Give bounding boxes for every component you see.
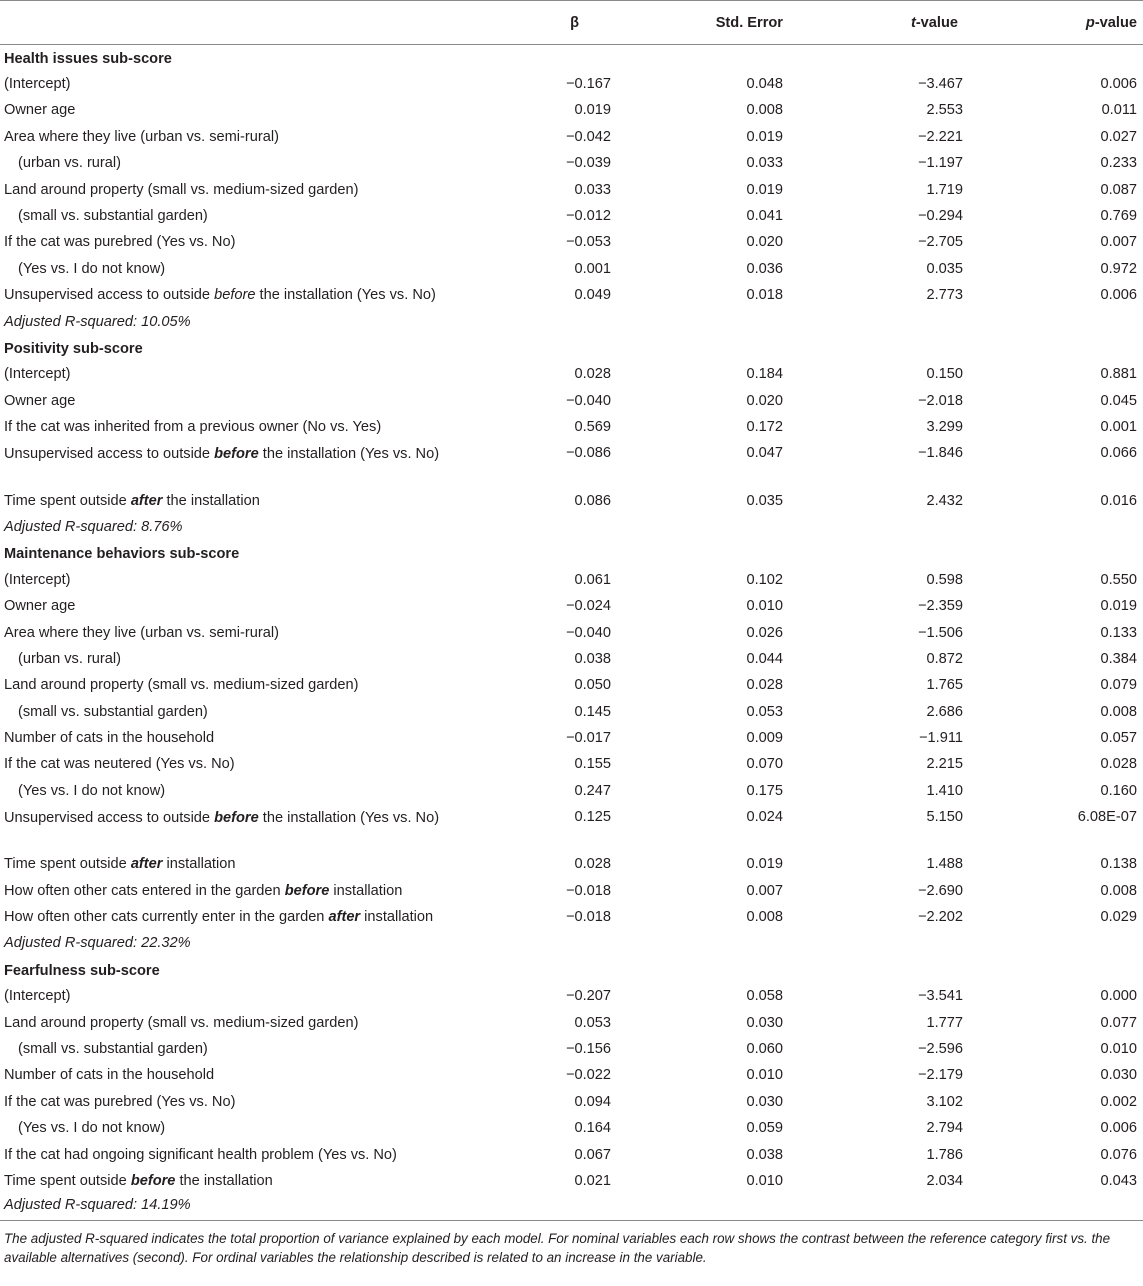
row-label-emphasis: before: [214, 287, 256, 304]
row-label-text: Unsupervised access to outside: [4, 446, 215, 463]
p-value: 0.008: [1100, 882, 1137, 899]
beta-value: 0.155: [574, 756, 611, 773]
row-label: (Intercept): [4, 571, 71, 588]
p-value: 0.016: [1100, 492, 1137, 509]
beta-value: −0.156: [565, 1040, 611, 1057]
std-error-value: 0.172: [746, 419, 783, 436]
table-row: [0, 1089, 1143, 1115]
row-label: [0, 851, 458, 877]
t-value: −1.846: [917, 445, 963, 462]
p-value: 0.006: [1100, 287, 1137, 304]
row-label-emphasis: before: [284, 882, 330, 899]
p-value: 0.019: [1100, 598, 1137, 615]
table-row: [0, 698, 1143, 724]
row-label-text: How often other cats currently enter in the garden: [4, 909, 329, 926]
beta-value: 0.050: [574, 677, 611, 694]
std-error-value: 0.036: [746, 260, 783, 277]
beta-value: −0.017: [565, 730, 611, 747]
p-value: 0.006: [1100, 76, 1137, 93]
table-row: [0, 97, 1143, 123]
std-error-value: 0.035: [746, 492, 783, 509]
table-row: [0, 150, 1143, 176]
table-row: [0, 361, 1143, 387]
p-value: 0.057: [1100, 730, 1137, 747]
table-row: [0, 124, 1143, 150]
t-value: 2.034: [926, 1172, 963, 1189]
table-row: [0, 778, 1143, 804]
row-label-text: the installation: [175, 1172, 273, 1189]
std-error-value: 0.010: [746, 1067, 783, 1084]
beta-value: 0.125: [574, 809, 611, 826]
p-value: 0.769: [1100, 208, 1137, 225]
section-title: Positivity sub-score: [4, 340, 143, 357]
p-value: 0.043: [1100, 1172, 1137, 1189]
p-value: 0.001: [1100, 419, 1137, 436]
beta-value: 0.094: [574, 1093, 611, 1110]
p-value: 0.006: [1100, 1120, 1137, 1137]
row-label: [0, 282, 458, 308]
std-error-value: 0.030: [746, 1093, 783, 1110]
row-label: If the cat had ongoing significant health problem (Yes vs. No): [4, 1146, 397, 1163]
row-label-text: the installation: [162, 492, 260, 509]
std-error-value: 0.028: [746, 677, 783, 694]
t-value: −1.911: [919, 730, 963, 747]
adjusted-r-squared: Adjusted R-squared: 10.05%: [4, 313, 191, 330]
table-row: [0, 1115, 1143, 1141]
t-value: 0.872: [926, 650, 963, 667]
std-error-value: 0.033: [746, 155, 783, 172]
t-value: 5.150: [926, 809, 963, 826]
beta-value: −0.018: [565, 882, 611, 899]
row-label-text: installation: [162, 856, 236, 873]
std-error-value: 0.024: [746, 809, 783, 826]
t-value: 1.719: [926, 181, 963, 198]
beta-value: −0.040: [565, 624, 611, 641]
p-value: 0.030: [1100, 1067, 1137, 1084]
table-row: [0, 725, 1143, 751]
p-value: 0.077: [1100, 1014, 1137, 1031]
header-beta: β: [458, 1, 613, 45]
header-p-italic: p: [1085, 14, 1095, 31]
std-error-value: 0.047: [746, 445, 783, 462]
p-value: 0.087: [1100, 181, 1137, 198]
beta-value: −0.018: [565, 909, 611, 926]
t-value: 1.410: [926, 782, 963, 799]
t-value: −1.197: [917, 155, 963, 172]
std-error-value: 0.020: [746, 234, 783, 251]
table-row: [0, 593, 1143, 619]
p-value: 0.011: [1101, 102, 1137, 119]
p-value: 0.027: [1100, 128, 1137, 145]
table-body: [0, 45, 1143, 1221]
row-label: Number of cats in the household: [4, 730, 215, 747]
t-value: 1.765: [926, 677, 963, 694]
table-row: [0, 1036, 1143, 1062]
p-value: 0.384: [1100, 650, 1137, 667]
row-label-text: Unsupervised access to outside: [4, 810, 215, 827]
row-label: If the cat was purebred (Yes vs. No): [4, 234, 236, 251]
adjusted-r-squared: Adjusted R-squared: 8.76%: [4, 518, 183, 535]
table-row: [0, 71, 1143, 97]
beta-value: 0.028: [574, 366, 611, 383]
t-value: 3.102: [926, 1093, 963, 1110]
p-value: 0.972: [1100, 260, 1137, 277]
table-row: [0, 646, 1143, 672]
row-label: (Yes vs. I do not know): [18, 1120, 166, 1137]
table-row: [0, 983, 1143, 1009]
std-error-value: 0.010: [746, 1172, 783, 1189]
p-value: 0.233: [1100, 155, 1137, 172]
row-label: [0, 804, 458, 851]
row-label-text: installation: [329, 882, 403, 899]
beta-value: 0.061: [574, 571, 611, 588]
std-error-value: 0.044: [746, 650, 783, 667]
section-title: Fearfulness sub-score: [4, 962, 160, 979]
std-error-value: 0.020: [746, 392, 783, 409]
std-error-value: 0.070: [746, 756, 783, 773]
std-error-value: 0.018: [746, 287, 783, 304]
adjusted-r-squared-row: [0, 308, 1143, 334]
t-value: −0.294: [917, 208, 963, 225]
row-label: [0, 440, 458, 487]
table-footnote: The adjusted R-squared indicates the total proportion of variance explained by each model. For nominal variables each row shows the contrast between the reference category first vs. the available alternatives (second). For ordinal variables the relationship described is related to an increase in the variable.: [4, 1231, 1111, 1265]
header-row: [0, 1, 1143, 45]
std-error-value: 0.019: [746, 181, 783, 198]
std-error-value: 0.184: [746, 366, 783, 383]
row-label: If the cat was purebred (Yes vs. No): [4, 1093, 236, 1110]
row-label-emphasis: after: [130, 856, 163, 873]
row-label: Owner age: [4, 598, 76, 615]
table-row: [0, 440, 1143, 487]
t-value: −2.596: [917, 1040, 963, 1057]
beta-value: −0.039: [565, 155, 611, 172]
t-value: 1.777: [926, 1014, 963, 1031]
beta-value: −0.167: [565, 76, 611, 93]
row-label-text: installation: [360, 909, 434, 926]
beta-value: −0.042: [565, 128, 611, 145]
table-row: [0, 229, 1143, 255]
table-row: [0, 619, 1143, 645]
std-error-value: 0.019: [746, 128, 783, 145]
row-label: Owner age: [4, 392, 76, 409]
row-label-emphasis: before: [214, 810, 259, 827]
adjusted-r-squared-row: [0, 930, 1143, 956]
t-value: −2.359: [917, 598, 963, 615]
beta-value: −0.024: [565, 598, 611, 615]
table-row: [0, 203, 1143, 229]
row-label: (urban vs. rural): [18, 155, 121, 172]
beta-value: 0.033: [574, 181, 611, 198]
std-error-value: 0.175: [746, 782, 783, 799]
beta-value: 0.247: [574, 782, 611, 799]
beta-value: 0.028: [574, 856, 611, 873]
beta-value: 0.086: [574, 492, 611, 509]
header-t-italic: t: [910, 14, 916, 31]
std-error-value: 0.060: [746, 1040, 783, 1057]
std-error-value: 0.008: [746, 102, 783, 119]
t-value: −2.690: [917, 882, 963, 899]
beta-value: −0.040: [565, 392, 611, 409]
beta-value: 0.145: [574, 703, 611, 720]
t-value: −1.506: [917, 624, 963, 641]
beta-value: 0.049: [574, 287, 611, 304]
table-row: [0, 904, 1143, 930]
row-label-text: Time spent outside: [4, 856, 131, 873]
std-error-value: 0.019: [746, 856, 783, 873]
t-value: 2.553: [926, 102, 963, 119]
row-label: Number of cats in the household: [4, 1067, 215, 1084]
t-value: 2.215: [926, 756, 963, 773]
section-title: Health issues sub-score: [4, 50, 172, 67]
beta-value: 0.038: [574, 650, 611, 667]
p-value: 0.066: [1100, 445, 1137, 462]
section-header-row: [0, 335, 1143, 361]
t-value: −2.202: [917, 909, 963, 926]
table-row: [0, 487, 1143, 513]
p-value: 0.002: [1100, 1093, 1137, 1110]
section-title: Maintenance behaviors sub-score: [4, 546, 240, 563]
beta-value: 0.019: [574, 102, 611, 119]
table-row: [0, 672, 1143, 698]
row-label-emphasis: after: [328, 909, 361, 926]
p-value: 6.08E-07: [1077, 809, 1137, 826]
table-row: [0, 877, 1143, 903]
table-row: [0, 414, 1143, 440]
p-value: 0.010: [1100, 1040, 1137, 1057]
row-label: Land around property (small vs. medium-sized garden): [4, 181, 359, 198]
section-header-row: [0, 45, 1143, 71]
t-value: 2.432: [926, 492, 963, 509]
table-row: [0, 1141, 1143, 1167]
row-label: Area where they live (urban vs. semi-rural): [4, 624, 279, 641]
header-p-value: [963, 1, 1143, 45]
t-value: 0.598: [926, 571, 963, 588]
p-value: 0.008: [1100, 703, 1137, 720]
beta-value: 0.067: [574, 1146, 611, 1163]
t-value: 2.773: [926, 287, 963, 304]
adjusted-r-squared: Adjusted R-squared: 14.19%: [4, 1197, 191, 1214]
p-value: 0.881: [1100, 366, 1137, 383]
row-label-emphasis: before: [214, 446, 259, 463]
beta-value: 0.569: [574, 419, 611, 436]
adjusted-r-squared-row: [0, 1194, 1143, 1220]
row-label: (Yes vs. I do not know): [18, 782, 166, 799]
row-label: (Intercept): [4, 366, 71, 383]
row-label-text: How often other cats entered in the garden: [4, 882, 285, 899]
p-value: 0.138: [1100, 856, 1137, 873]
row-label: Land around property (small vs. medium-sized garden): [4, 677, 359, 694]
std-error-value: 0.041: [746, 208, 783, 225]
adjusted-r-squared: Adjusted R-squared: 22.32%: [4, 935, 191, 952]
p-value: 0.133: [1100, 624, 1137, 641]
row-label-text: Time spent outside: [4, 1172, 131, 1189]
t-value: −2.221: [917, 128, 963, 145]
section-header-row: [0, 540, 1143, 566]
t-value: −3.467: [917, 76, 963, 93]
row-label-text: Time spent outside: [4, 492, 131, 509]
t-value: −2.179: [917, 1067, 963, 1084]
adjusted-r-squared-row: [0, 514, 1143, 540]
header-t-rest: -value: [915, 14, 958, 31]
t-value: 3.299: [926, 419, 963, 436]
t-value: −2.705: [917, 234, 963, 251]
row-label: (Intercept): [4, 988, 71, 1005]
row-label: If the cat was inherited from a previous owner (No vs. Yes): [4, 419, 382, 436]
std-error-value: 0.010: [746, 598, 783, 615]
row-label: [0, 904, 458, 930]
row-label-text: Unsupervised access to outside: [4, 287, 215, 304]
t-value: −3.541: [917, 988, 963, 1005]
row-label: (small vs. substantial garden): [18, 703, 208, 720]
table-row: [0, 1062, 1143, 1088]
beta-value: −0.207: [565, 988, 611, 1005]
std-error-value: 0.007: [746, 882, 783, 899]
row-label: (Yes vs. I do not know): [18, 260, 166, 277]
header-label: [0, 1, 458, 45]
std-error-value: 0.058: [746, 988, 783, 1005]
table-row: [0, 1168, 1143, 1194]
row-label: (small vs. substantial garden): [18, 208, 208, 225]
std-error-value: 0.102: [746, 571, 783, 588]
std-error-value: 0.009: [746, 730, 783, 747]
t-value: 2.794: [926, 1120, 963, 1137]
row-label: [0, 1168, 458, 1194]
p-value: 0.007: [1100, 234, 1137, 251]
t-value: 0.150: [926, 366, 963, 383]
t-value: 0.035: [926, 260, 963, 277]
p-value: 0.079: [1100, 677, 1137, 694]
std-error-value: 0.048: [746, 76, 783, 93]
row-label: [0, 487, 458, 513]
t-value: 1.786: [926, 1146, 963, 1163]
std-error-value: 0.038: [746, 1146, 783, 1163]
row-label-text: the installation (Yes vs. No): [255, 287, 436, 304]
row-label: If the cat was neutered (Yes vs. No): [4, 756, 235, 773]
std-error-value: 0.008: [746, 909, 783, 926]
table-header: [0, 1, 1143, 45]
p-value: 0.160: [1100, 782, 1137, 799]
table-row: [0, 282, 1143, 308]
std-error-value: 0.026: [746, 624, 783, 641]
row-label: (Intercept): [4, 76, 71, 93]
header-std-error: Std. Error: [613, 1, 783, 45]
p-value: 0.029: [1100, 909, 1137, 926]
row-label: Owner age: [4, 102, 76, 119]
beta-value: 0.164: [574, 1120, 611, 1137]
row-label: Area where they live (urban vs. semi-rural): [4, 128, 279, 145]
t-value: 2.686: [926, 703, 963, 720]
table-row: [0, 1009, 1143, 1035]
p-value: 0.000: [1100, 988, 1137, 1005]
row-label-emphasis: after: [130, 492, 163, 509]
p-value: 0.045: [1100, 392, 1137, 409]
section-header-row: [0, 957, 1143, 983]
t-value: 1.488: [926, 856, 963, 873]
p-value: 0.076: [1100, 1146, 1137, 1163]
table-row: [0, 256, 1143, 282]
header-t-value: [783, 1, 963, 45]
row-label: Land around property (small vs. medium-sized garden): [4, 1014, 359, 1031]
row-label-emphasis: before: [130, 1172, 176, 1189]
row-label: (urban vs. rural): [18, 650, 121, 667]
row-label: [0, 877, 458, 903]
table-row: [0, 751, 1143, 777]
p-value: 0.028: [1100, 756, 1137, 773]
row-label-text: the installation (Yes vs. No): [258, 810, 440, 827]
table-row: [0, 851, 1143, 877]
std-error-value: 0.059: [746, 1120, 783, 1137]
table-row: [0, 567, 1143, 593]
table-row: [0, 804, 1143, 851]
p-value: 0.550: [1100, 571, 1137, 588]
beta-value: 0.001: [574, 260, 611, 277]
header-p-rest: -value: [1094, 14, 1137, 31]
beta-value: −0.022: [565, 1067, 611, 1084]
row-label: (small vs. substantial garden): [18, 1040, 208, 1057]
row-label-text: the installation (Yes vs. No): [258, 446, 440, 463]
beta-value: 0.021: [574, 1172, 611, 1189]
table-row: [0, 388, 1143, 414]
table-row: [0, 176, 1143, 202]
beta-value: −0.086: [565, 445, 611, 462]
std-error-value: 0.030: [746, 1014, 783, 1031]
beta-value: 0.053: [574, 1014, 611, 1031]
beta-value: −0.053: [565, 234, 611, 251]
t-value: −2.018: [917, 392, 963, 409]
std-error-value: 0.053: [746, 703, 783, 720]
beta-value: −0.012: [565, 208, 611, 225]
